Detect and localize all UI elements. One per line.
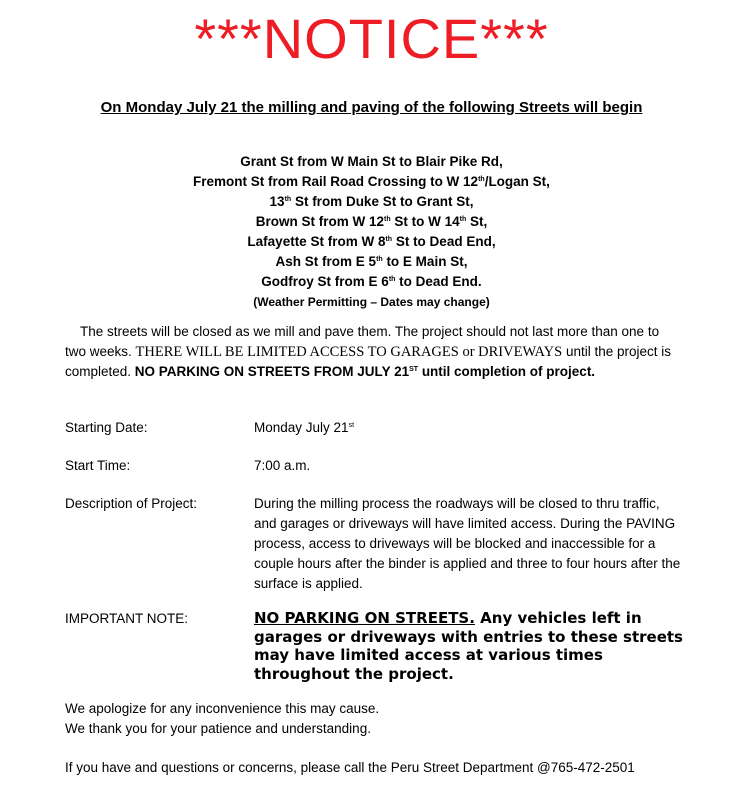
notice-title: ***NOTICE*** (194, 7, 549, 70)
intro-paragraph: The streets will be closed as we mill and pave them. The project should not last more than one to two weeks. THERE WILL BE LIMITED ACCESS TO GARAGES or DRIVEWAYS until the project is completed. NO PARKING ON STREETS FROM JULY 21ST until completion of project. (65, 324, 672, 379)
street-line-13th: 13th St from Duke St to Grant St, (269, 194, 474, 209)
start-time-value: 7:00 a.m. (254, 458, 311, 473)
street-line-fremont: Fremont St from Rail Road Crossing to W 12th/Logan St, (193, 174, 550, 189)
street-line-brown: Brown St from W 12th St to W 14th St, (255, 214, 488, 229)
street-line-grant: Grant St from W Main St to Blair Pike Rd, (240, 154, 503, 169)
street-list (0, 152, 743, 312)
street-line-godfroy: Godfroy St from E 6th to Dead End. (261, 274, 482, 289)
description-label: Description of Project: (65, 496, 198, 511)
start-time-label: Start Time: (65, 458, 131, 473)
important-note-value: NO PARKING ON STREETS. Any vehicles left in garages or driveways with entries to these streets may have limited access at various times throughout the project. (254, 609, 683, 683)
no-parking-notice: NO PARKING ON STREETS FROM JULY 21ST until completion of project. (134, 364, 596, 379)
important-note-label: IMPORTANT NOTE: (65, 611, 189, 626)
apology-line: We apologize for any inconvenience this may cause. (65, 701, 380, 716)
description-value: During the milling process the roadways will be closed to thru traffic, and garages or driveways will have limited access. During the PAVING process, access to driveways will be blocked and inaccessible for a couple hours after the binder is applied and three to four hours after the surface is applied. (254, 496, 681, 591)
start-date-value: Monday July 21st (254, 420, 355, 435)
start-date-label: Starting Date: (65, 420, 148, 435)
contact-line: If you have and questions or concerns, please call the Peru Street Department @765-472-2501 (65, 760, 635, 775)
limited-access-notice: THERE WILL BE LIMITED ACCESS TO GARAGES or DRIVEWAYS (135, 344, 563, 360)
notice-subtitle: On Monday July 21 the milling and paving of the following Streets will begin (100, 99, 643, 116)
street-line-ash: Ash St from E 5th to E Main St, (275, 254, 468, 269)
thanks-line: We thank you for your patience and understanding. (65, 721, 371, 736)
weather-note: (Weather Permitting – Dates may change) (253, 295, 490, 309)
street-line-lafayette: Lafayette St from W 8th St to Dead End, (247, 234, 496, 249)
